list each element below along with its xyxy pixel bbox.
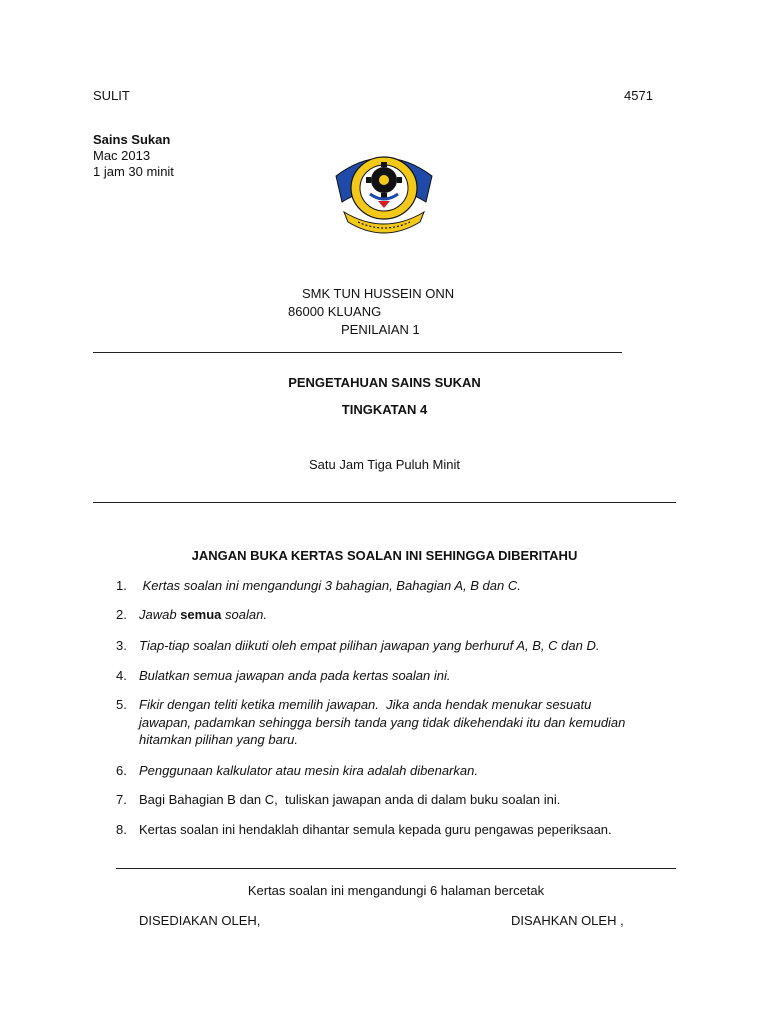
confidential-label: SULIT <box>93 88 130 103</box>
assessment-title: PENILAIAN 1 <box>341 322 420 337</box>
paper-title: PENGETAHUAN SAINS SUKAN <box>288 375 481 390</box>
instruction-number: 3. <box>116 638 127 653</box>
instruction-text: soalan. <box>221 607 267 622</box>
exam-date: Mac 2013 <box>93 148 151 163</box>
instruction-item <box>116 696 676 749</box>
instruction-number: 4. <box>116 668 127 683</box>
prepared-by-label: DISEDIAKAN OLEH, <box>139 913 261 928</box>
subject-name: Sains Sukan <box>93 132 171 147</box>
instruction-number: 8. <box>116 822 127 837</box>
instruction-number: 1. <box>116 578 127 593</box>
instruction-number: 5. <box>116 697 127 712</box>
instruction-text: Kertas soalan ini hendaklah dihantar semula kepada guru pengawas peperiksaan. <box>139 822 612 837</box>
divider-line <box>116 868 676 869</box>
instruction-text: Penggunaan kalkulator atau mesin kira adalah dibenarkan. <box>139 763 478 778</box>
school-name: SMK TUN HUSSEIN ONN <box>302 286 455 301</box>
instruction-item <box>116 821 676 839</box>
divider-line <box>93 502 676 503</box>
instruction-emphasis: semua <box>180 607 222 622</box>
instruction-item <box>116 606 676 624</box>
instruction-text: Jawab <box>139 607 181 622</box>
paper-time: Satu Jam Tiga Puluh Minit <box>308 457 461 472</box>
form-level: TINGKATAN 4 <box>341 402 428 417</box>
instruction-text: Bagi Bahagian B dan C, tuliskan jawapan anda di dalam buku soalan ini. <box>139 792 561 807</box>
school-address: 86000 KLUANG <box>288 304 382 319</box>
exam-duration: 1 jam 30 minit <box>93 164 174 179</box>
instruction-item <box>116 667 676 685</box>
paper-code: 4571 <box>624 88 653 103</box>
instruction-item <box>116 791 676 809</box>
instruction-text: Kertas soalan ini mengandungi 3 bahagian, Bahagian A, B dan C. <box>139 578 521 593</box>
instruction-number: 6. <box>116 763 127 778</box>
instruction-text-line: hitamkan pilihan yang baru. <box>139 732 298 747</box>
instruction-number: 2. <box>116 607 127 622</box>
instruction-text-line: jawapan, padamkan sehingga bersih tanda yang tidak dikehendaki itu dan kemudian <box>139 714 626 730</box>
instruction-text: Tiap-tiap soalan diikuti oleh empat pilihan jawapan yang berhuruf A, B, C dan D. <box>139 638 600 653</box>
instruction-text-line: Fikir dengan teliti ketika memilih jawapan. Jika anda hendak menukar sesuatu <box>139 697 592 712</box>
instruction-text: Bulatkan semua jawapan anda pada kertas soalan ini. <box>139 668 451 683</box>
instruction-item <box>116 577 676 595</box>
instruction-number: 7. <box>116 792 127 807</box>
instructions-heading: JANGAN BUKA KERTAS SOALAN INI SEHINGGA DIBERITAHU <box>191 548 578 563</box>
approved-by-label: DISAHKAN OLEH , <box>511 913 624 928</box>
divider-line <box>93 352 622 353</box>
pages-note: Kertas soalan ini mengandungi 6 halaman bercetak <box>247 883 545 898</box>
instruction-item <box>116 637 676 655</box>
school-logo <box>330 146 438 234</box>
instruction-item <box>116 762 676 780</box>
